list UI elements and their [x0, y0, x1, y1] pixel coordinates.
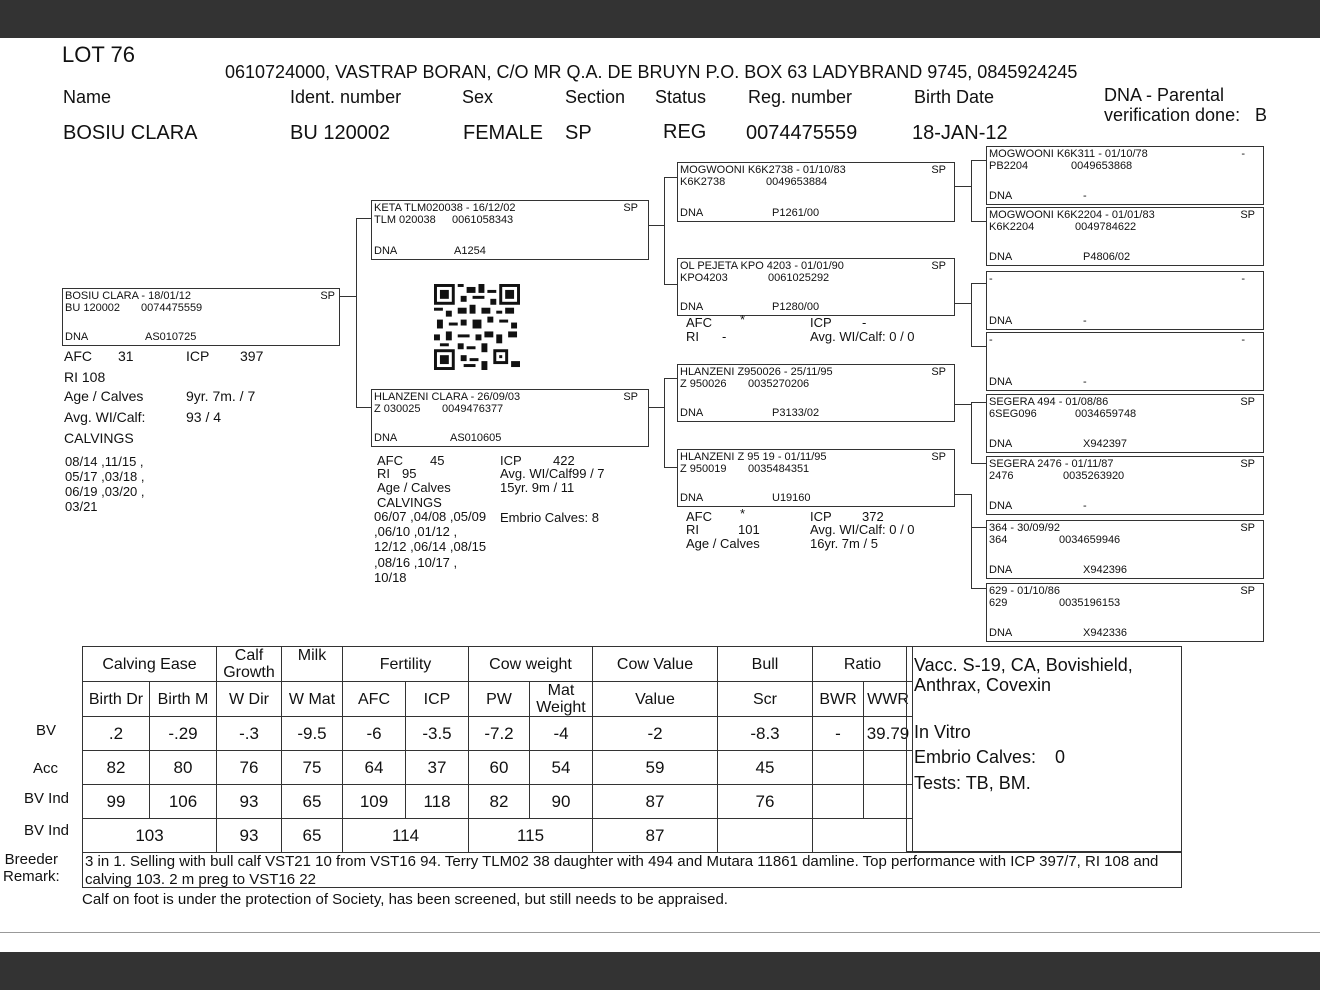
box-dna-value: A1254 [454, 245, 486, 257]
table-cell: -7.2 [469, 717, 530, 751]
connector [971, 283, 972, 347]
box-section: - [1241, 273, 1245, 285]
box-dna-label: DNA [374, 245, 398, 257]
dam-embrio: Embrio Calves: 8 [500, 510, 599, 525]
gp-afc-label: AFC [686, 509, 712, 524]
box-dna-label: DNA [989, 315, 1013, 327]
box-title: OL PEJETA KPO 4203 - 01/01/90 [680, 260, 844, 272]
group-header: Calving Ease [83, 647, 217, 682]
table-cell: 109 [343, 785, 406, 819]
header-section: Section [565, 87, 626, 107]
in-vitro-label: In Vitro [914, 722, 971, 742]
box-id: K6K2738 [680, 176, 726, 188]
table-cell: -.29 [150, 717, 217, 751]
wi-label: Avg. WI/Calf: [64, 409, 146, 425]
table-cell: 39.79 [864, 717, 913, 751]
box-title: HLANZENI CLARA - 26/09/03 [374, 391, 521, 403]
box-title: 629 - 01/10/86 [989, 585, 1060, 597]
sub-header: W Dir [217, 682, 282, 717]
table-cell: 60 [469, 751, 530, 785]
box-reg: 0034659946 [1059, 534, 1121, 546]
dam-age-value: 15yr. 9m / 11 [500, 480, 575, 495]
breeder-remark-label [3, 851, 60, 885]
table-cell: -6 [343, 717, 406, 751]
pedigree-gp-box [677, 258, 955, 316]
pedigree-ggp-box [986, 332, 1264, 391]
box-title: SEGERA 2476 - 01/11/87 [989, 458, 1114, 470]
connector [955, 186, 971, 187]
gp-icp-value: 372 [862, 509, 884, 524]
pedigree-ggp-box [986, 146, 1264, 205]
box-reg: 0049784622 [1075, 221, 1137, 233]
table-cell: 64 [343, 751, 406, 785]
box-section: SP [931, 366, 946, 378]
gp-age-value: 16yr. 7m / 5 [810, 536, 878, 551]
pedigree-ggp-box [986, 520, 1264, 579]
sub-header: Scr [718, 682, 813, 717]
gp-wi: Avg. WI/Calf: 0 / 0 [810, 329, 915, 344]
box-id: TLM 020038 [374, 214, 436, 226]
box-id: 364 [989, 534, 1008, 546]
animal-reg: 0074475559 [746, 122, 858, 144]
calvings-line: ,06/10 ,01/12 , [374, 524, 458, 540]
sub-header: Mat Weight [530, 682, 593, 717]
dam-ri-label: RI [377, 466, 390, 481]
box-section: SP [320, 290, 335, 302]
box-dna-value: P1261/00 [772, 207, 820, 219]
box-dna-value: P3133/02 [772, 407, 820, 419]
connector [356, 218, 357, 408]
table-cell: -.3 [217, 717, 282, 751]
bvind-row [83, 785, 913, 819]
box-dna-value: P4806/02 [1083, 251, 1131, 263]
box-title: 364 - 30/09/92 [989, 522, 1060, 534]
sub-header: BWR [813, 682, 864, 717]
connector [971, 463, 986, 464]
box-section: SP [1240, 396, 1255, 408]
sub-header: AFC [343, 682, 406, 717]
box-section: SP [1240, 209, 1255, 221]
row-label-bvind: BV Ind [24, 790, 70, 807]
table-cell [813, 751, 864, 785]
pedigree-dam-box [371, 389, 649, 447]
box-dna-value: X942396 [1083, 564, 1128, 576]
bottom-bar [0, 952, 1320, 990]
table-cell: 37 [406, 751, 469, 785]
connector [649, 407, 664, 408]
box-dna-label: DNA [989, 190, 1013, 202]
connector [971, 160, 986, 161]
group-header: Milk [282, 647, 343, 682]
calvings-list [65, 454, 145, 514]
table-cell [813, 819, 913, 853]
dam-icp-value: 422 [553, 453, 575, 468]
divider [0, 932, 1320, 933]
sub-header: Value [593, 682, 718, 717]
box-dna-label: DNA [65, 331, 89, 343]
gp-ri-value: 101 [738, 522, 760, 537]
table-cell: 59 [593, 751, 718, 785]
pedigree-ggp-box [986, 394, 1264, 453]
animal-status: REG [663, 121, 707, 143]
gp-icp-value: - [862, 315, 867, 330]
header-status: Status [655, 87, 707, 107]
vacc-line: Vacc. S-19, CA, Bovishield, [914, 655, 1133, 675]
dam-afc-label: AFC [377, 453, 403, 468]
table-cell: 103 [83, 819, 217, 853]
table-cell: 76 [718, 785, 813, 819]
connector [955, 494, 971, 495]
header-dna-1: DNA - Parental [1104, 85, 1225, 105]
connector [664, 378, 677, 379]
tests-label: Tests: TB, BM. [914, 773, 1031, 793]
box-dna-label: DNA [680, 207, 704, 219]
dam-ri-value: 95 [402, 466, 417, 481]
box-id: Z 030025 [374, 403, 421, 415]
footnote: Calf on foot is under the protection of Society, has been screened, but still needs to be appraised. [82, 891, 728, 908]
row-label-bv: BV [36, 722, 57, 739]
box-dna-label: DNA [680, 492, 704, 504]
sub-header: W Mat [282, 682, 343, 717]
pedigree-ggp-box [986, 583, 1264, 642]
header-dna-2: verification done: [1104, 105, 1241, 125]
group-header: Calf Growth [217, 647, 282, 682]
pedigree-ggp-box [986, 456, 1264, 515]
group-header: Bull [718, 647, 813, 682]
dna-flag: B [1255, 105, 1268, 125]
box-dna-label: DNA [989, 500, 1013, 512]
connector [971, 283, 986, 284]
afc-label: AFC [64, 348, 92, 364]
acc-row [83, 751, 913, 785]
icp-value: 397 [240, 348, 264, 364]
bv-row [83, 717, 913, 751]
box-dna-value: X942397 [1083, 438, 1128, 450]
box-dna-label: DNA [989, 251, 1013, 263]
row-label-bvind: BV Ind [24, 822, 70, 839]
dam-calvings-list [374, 509, 486, 585]
table-cell: 65 [282, 785, 343, 819]
box-title: BOSIU CLARA - 18/01/12 [65, 290, 191, 302]
table-cell: -9.5 [282, 717, 343, 751]
label-line: Remark: [3, 868, 60, 885]
box-dna-value: P1280/00 [772, 301, 820, 313]
box-section: - [1241, 148, 1245, 160]
box-reg: 0034659748 [1075, 408, 1137, 420]
box-section: SP [931, 260, 946, 272]
table-cell: -2 [593, 717, 718, 751]
table-cell: 82 [83, 751, 150, 785]
box-title: MOGWOONI K6K2738 - 01/10/83 [680, 164, 846, 176]
calvings-label: CALVINGS [64, 430, 134, 446]
box-id: Z 950019 [680, 463, 727, 475]
calvings-line: 03/21 [65, 499, 98, 514]
calvings-line: 12/12 ,06/14 ,08/15 [374, 539, 487, 555]
header-birth: Birth Date [914, 87, 995, 107]
ri-value: RI 108 [64, 369, 106, 385]
connector [971, 346, 986, 347]
box-reg: 0049653884 [766, 176, 828, 188]
connector [971, 527, 986, 528]
connector [356, 407, 371, 408]
table-cell [718, 819, 813, 853]
sub-header: Birth Dr [83, 682, 150, 717]
gp-icp-label: ICP [810, 509, 832, 524]
box-id: 6SEG096 [989, 408, 1037, 420]
table-cell: 90 [530, 785, 593, 819]
label-line: Breeder [4, 851, 59, 868]
box-dna-value: AS010725 [145, 331, 197, 343]
pedigree-ggp-box [986, 271, 1264, 330]
dam-icp-label: ICP [500, 453, 522, 468]
box-dna-value: AS010605 [450, 432, 502, 444]
header-name: Name [63, 87, 112, 107]
box-dna-label: DNA [989, 564, 1013, 576]
box-dna-label: DNA [989, 376, 1013, 388]
calvings-line: ,08/16 ,10/17 , [374, 554, 458, 570]
animal-ident: BU 120002 [290, 122, 391, 144]
box-dna-value: U19160 [772, 492, 811, 504]
dam-age-label: Age / Calves [377, 480, 451, 495]
table-cell: 93 [217, 785, 282, 819]
connector [971, 494, 972, 588]
dam-calvings-label: CALVINGS [377, 495, 442, 510]
connector [664, 177, 665, 285]
box-dna-label: DNA [374, 432, 398, 444]
box-title: HLANZENI Z 95 19 - 01/11/95 [680, 451, 827, 463]
gp-age-label: Age / Calves [686, 536, 760, 551]
wi-value: 93 / 4 [186, 409, 222, 425]
table-cell: -8.3 [718, 717, 813, 751]
connector [664, 177, 677, 178]
gp-afc-value: * [740, 506, 746, 521]
group-header: Cow weight [469, 647, 593, 682]
box-id: PB2204 [989, 160, 1029, 172]
connector [955, 303, 971, 304]
box-title: - [989, 273, 993, 285]
box-section: SP [1240, 458, 1255, 470]
box-section: SP [931, 451, 946, 463]
dam-afc-value: 45 [430, 453, 445, 468]
box-dna-value: - [1083, 190, 1087, 202]
box-title: KETA TLM020038 - 16/12/02 [374, 202, 516, 214]
gp-icp-label: ICP [810, 315, 832, 330]
table-cell: 99 [83, 785, 150, 819]
calvings-line: 05/17 ,03/18 , [65, 469, 145, 484]
table-cell: 54 [530, 751, 593, 785]
box-title: HLANZENI Z950026 - 25/11/95 [680, 366, 833, 378]
header-sex: Sex [462, 87, 494, 107]
box-reg: 0061058343 [452, 214, 514, 226]
row-label-acc: Acc [33, 760, 59, 777]
embrio-label: Embrio Calves: [914, 747, 1037, 767]
box-section: SP [931, 164, 946, 176]
box-reg: 0035196153 [1059, 597, 1121, 609]
connector [664, 378, 665, 468]
box-dna-label: DNA [989, 438, 1013, 450]
connector [649, 225, 664, 226]
box-dna-value: - [1083, 500, 1087, 512]
pedigree-gp-box [677, 162, 955, 222]
age-label: Age / Calves [64, 388, 144, 404]
group-header-row [83, 647, 913, 682]
gp-afc-value: * [740, 312, 746, 327]
box-reg: 0061025292 [768, 272, 830, 284]
vaccination-panel [906, 646, 1182, 852]
connector [971, 402, 972, 464]
box-id: Z 950026 [680, 378, 727, 390]
box-dna-label: DNA [680, 301, 704, 313]
table-cell: 45 [718, 751, 813, 785]
box-section: SP [1240, 585, 1255, 597]
table-cell: -4 [530, 717, 593, 751]
sub-header: PW [469, 682, 530, 717]
header-reg: Reg. number [748, 87, 853, 107]
box-reg: 0035263920 [1063, 470, 1125, 482]
table-cell: 114 [343, 819, 469, 853]
box-dna-label: DNA [989, 627, 1013, 639]
header-ident: Ident. number [290, 87, 402, 107]
breeder-remark: 3 in 1. Selling with bull calf VST21 10 from VST16 94. Terry TLM02 38 daughter with 494 and Mutara 11861 damline. Top performance with ICP 397/7, RI 108 and calving 103. 2 m preg to VST16 22 [82, 852, 1182, 888]
box-id: KPO4203 [680, 272, 728, 284]
box-reg: 0049653868 [1071, 160, 1133, 172]
table-cell: 65 [282, 819, 343, 853]
connector [971, 160, 972, 222]
table-cell: -3.5 [406, 717, 469, 751]
box-title: MOGWOONI K6K311 - 01/10/78 [989, 148, 1148, 160]
animal-section: SP [565, 122, 592, 144]
table-cell [813, 785, 864, 819]
box-id: 629 [989, 597, 1008, 609]
box-reg: 0049476377 [442, 403, 504, 415]
box-reg: 0035484351 [748, 463, 810, 475]
afc-value: 31 [118, 348, 134, 364]
top-bar [0, 0, 1320, 38]
connector [971, 402, 986, 403]
gp-ri-value: - [722, 329, 727, 344]
box-dna-label: DNA [680, 407, 704, 419]
table-cell: 115 [469, 819, 593, 853]
box-title: - [989, 334, 993, 346]
box-title: SEGERA 494 - 01/08/86 [989, 396, 1109, 408]
sub-header: ICP [406, 682, 469, 717]
table-cell: 106 [150, 785, 217, 819]
box-section: SP [1240, 522, 1255, 534]
box-id: 2476 [989, 470, 1014, 482]
table-cell: 93 [217, 819, 282, 853]
pedigree-subject-box [62, 288, 340, 346]
box-dna-value: - [1083, 315, 1087, 327]
connector [664, 467, 677, 468]
performance-table [82, 646, 913, 853]
pedigree-sire-box [371, 200, 649, 260]
group-header: Fertility [343, 647, 469, 682]
age-value: 9yr. 7m. / 7 [186, 388, 256, 404]
gp-ri-label: RI [686, 522, 699, 537]
box-id: K6K2204 [989, 221, 1035, 233]
owner-line: 0610724000, VASTRAP BORAN, C/O MR Q.A. DE BRUYN P.O. BOX 63 LADYBRAND 9745, 0845924245 [225, 62, 1078, 82]
connector [340, 296, 356, 297]
sub-header-row [83, 682, 913, 717]
box-reg: 0074475559 [141, 302, 203, 314]
dam-wi: Avg. WI/Calf99 / 7 [500, 466, 605, 481]
connector [971, 221, 986, 222]
sub-header: Birth M [150, 682, 217, 717]
group-header: Ratio [813, 647, 913, 682]
lot-number: LOT 76 [62, 42, 135, 67]
calvings-line: 08/14 ,11/15 , [65, 454, 144, 469]
vacc-line: Anthrax, Covexin [914, 675, 1052, 695]
box-section: SP [623, 202, 638, 214]
table-cell: 76 [217, 751, 282, 785]
sub-header: WWR [864, 682, 913, 717]
group-header: Cow Value [593, 647, 718, 682]
box-section: - [1241, 334, 1245, 346]
connector [356, 218, 371, 219]
gp-ri-label: RI [686, 329, 699, 344]
pedigree-ggp-box [986, 207, 1264, 266]
box-dna-value: - [1083, 376, 1087, 388]
animal-name: BOSIU CLARA [63, 122, 198, 144]
table-cell: 87 [593, 785, 718, 819]
table-cell: 87 [593, 819, 718, 853]
box-section: SP [623, 391, 638, 403]
box-reg: 0035270206 [748, 378, 810, 390]
pedigree-gp-box [677, 364, 955, 422]
box-title: MOGWOONI K6K2204 - 01/01/83 [989, 209, 1155, 221]
table-cell: 118 [406, 785, 469, 819]
connector [664, 284, 677, 285]
calvings-line: 10/18 [374, 569, 407, 585]
box-id: BU 120002 [65, 302, 121, 314]
bvind-group-row [83, 819, 913, 853]
calvings-line: 06/07 ,04/08 ,05/09 [374, 509, 487, 524]
animal-birth: 18-JAN-12 [912, 122, 1008, 144]
qr-code [432, 284, 522, 370]
connector [955, 404, 971, 405]
table-cell: - [813, 717, 864, 751]
table-cell: .2 [83, 717, 150, 751]
pedigree-gp-box [677, 449, 955, 507]
table-cell: 82 [469, 785, 530, 819]
icp-label: ICP [186, 348, 210, 364]
embrio-value: 0 [1055, 747, 1066, 767]
table-cell: 75 [282, 751, 343, 785]
box-dna-value: X942336 [1083, 627, 1128, 639]
connector [971, 588, 986, 589]
table-cell: 80 [150, 751, 217, 785]
gp-wi: Avg. WI/Calf: 0 / 0 [810, 522, 915, 537]
gp-afc-label: AFC [686, 315, 712, 330]
animal-sex: FEMALE [463, 122, 544, 144]
calvings-line: 06/19 ,03/20 , [65, 484, 145, 499]
